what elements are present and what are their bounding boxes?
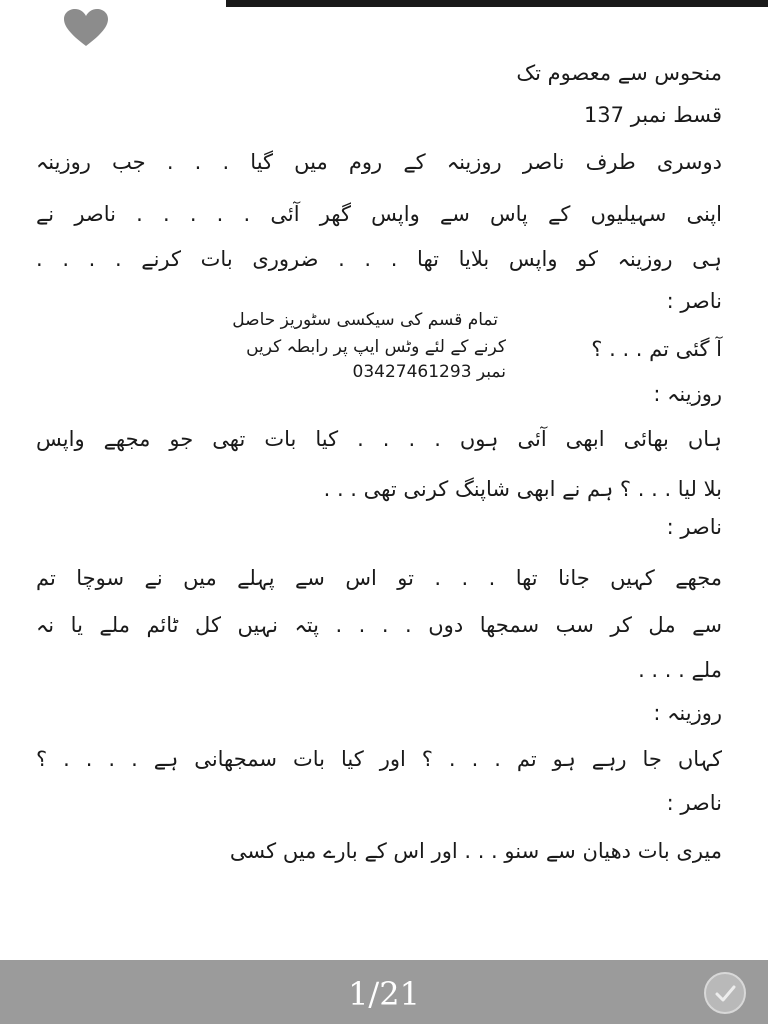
heart-icon[interactable]: [62, 8, 110, 48]
ad-line: تمام قسم کی سیکسی سٹوریز حاصل: [232, 310, 498, 330]
text-line: سے مل کر سب سمجھا دوں . . . . پتہ نہیں کل ٹائم ملے یا نہ: [36, 613, 722, 637]
text-line: بلا لیا . . . ؟ ہم نے ابھی شاپنگ کرنی تھی . . .: [323, 477, 722, 501]
check-badge-icon[interactable]: [704, 972, 746, 1014]
text-line: کہاں جا رہے ہو تم . . . ؟ اور کیا بات سمجھانی ہے . . . . ؟: [36, 747, 722, 771]
text-line: اپنی سہیلیوں کے پاس سے واپس گھر آئی . . . . . ناصر نے: [36, 202, 722, 226]
text-line: ہی روزینہ کو واپس بلایا تھا . . . ضروری بات کرنے . . . .: [36, 247, 722, 271]
speaker-label: ناصر :: [666, 289, 722, 313]
ad-phone: نمبر 03427461293: [352, 362, 506, 382]
story-title: منحوس سے معصوم تک: [516, 61, 722, 85]
text-line: ملے . . . .: [638, 658, 722, 682]
speaker-label: ناصر :: [666, 791, 722, 815]
text-line: آ گئی تم . . . ؟: [591, 337, 722, 361]
text-line: ہاں بھائی ابھی آئی ہوں . . . . کیا بات تھی جو مجھے واپس: [36, 427, 722, 451]
footer-bar: [0, 960, 768, 1024]
text-line: مجھے کہیں جانا تھا . . . تو اس سے پہلے میں نے سوچا تم: [36, 566, 722, 590]
text-line: دوسری طرف ناصر روزینہ کے روم میں گیا . . . جب روزینہ: [36, 150, 722, 174]
page-indicator: 1/21: [348, 975, 420, 1013]
episode-number: قسط نمبر 137: [583, 103, 722, 127]
speaker-label: روزینہ :: [653, 701, 722, 725]
top-bar: [226, 0, 768, 7]
speaker-label: ناصر :: [666, 515, 722, 539]
speaker-label: روزینہ :: [653, 382, 722, 406]
text-line: میری بات دھیان سے سنو . . . اور اس کے بارے میں کسی: [229, 839, 722, 863]
ad-line: کرنے کے لئے وٹس ایپ پر رابطہ کریں: [246, 337, 506, 357]
